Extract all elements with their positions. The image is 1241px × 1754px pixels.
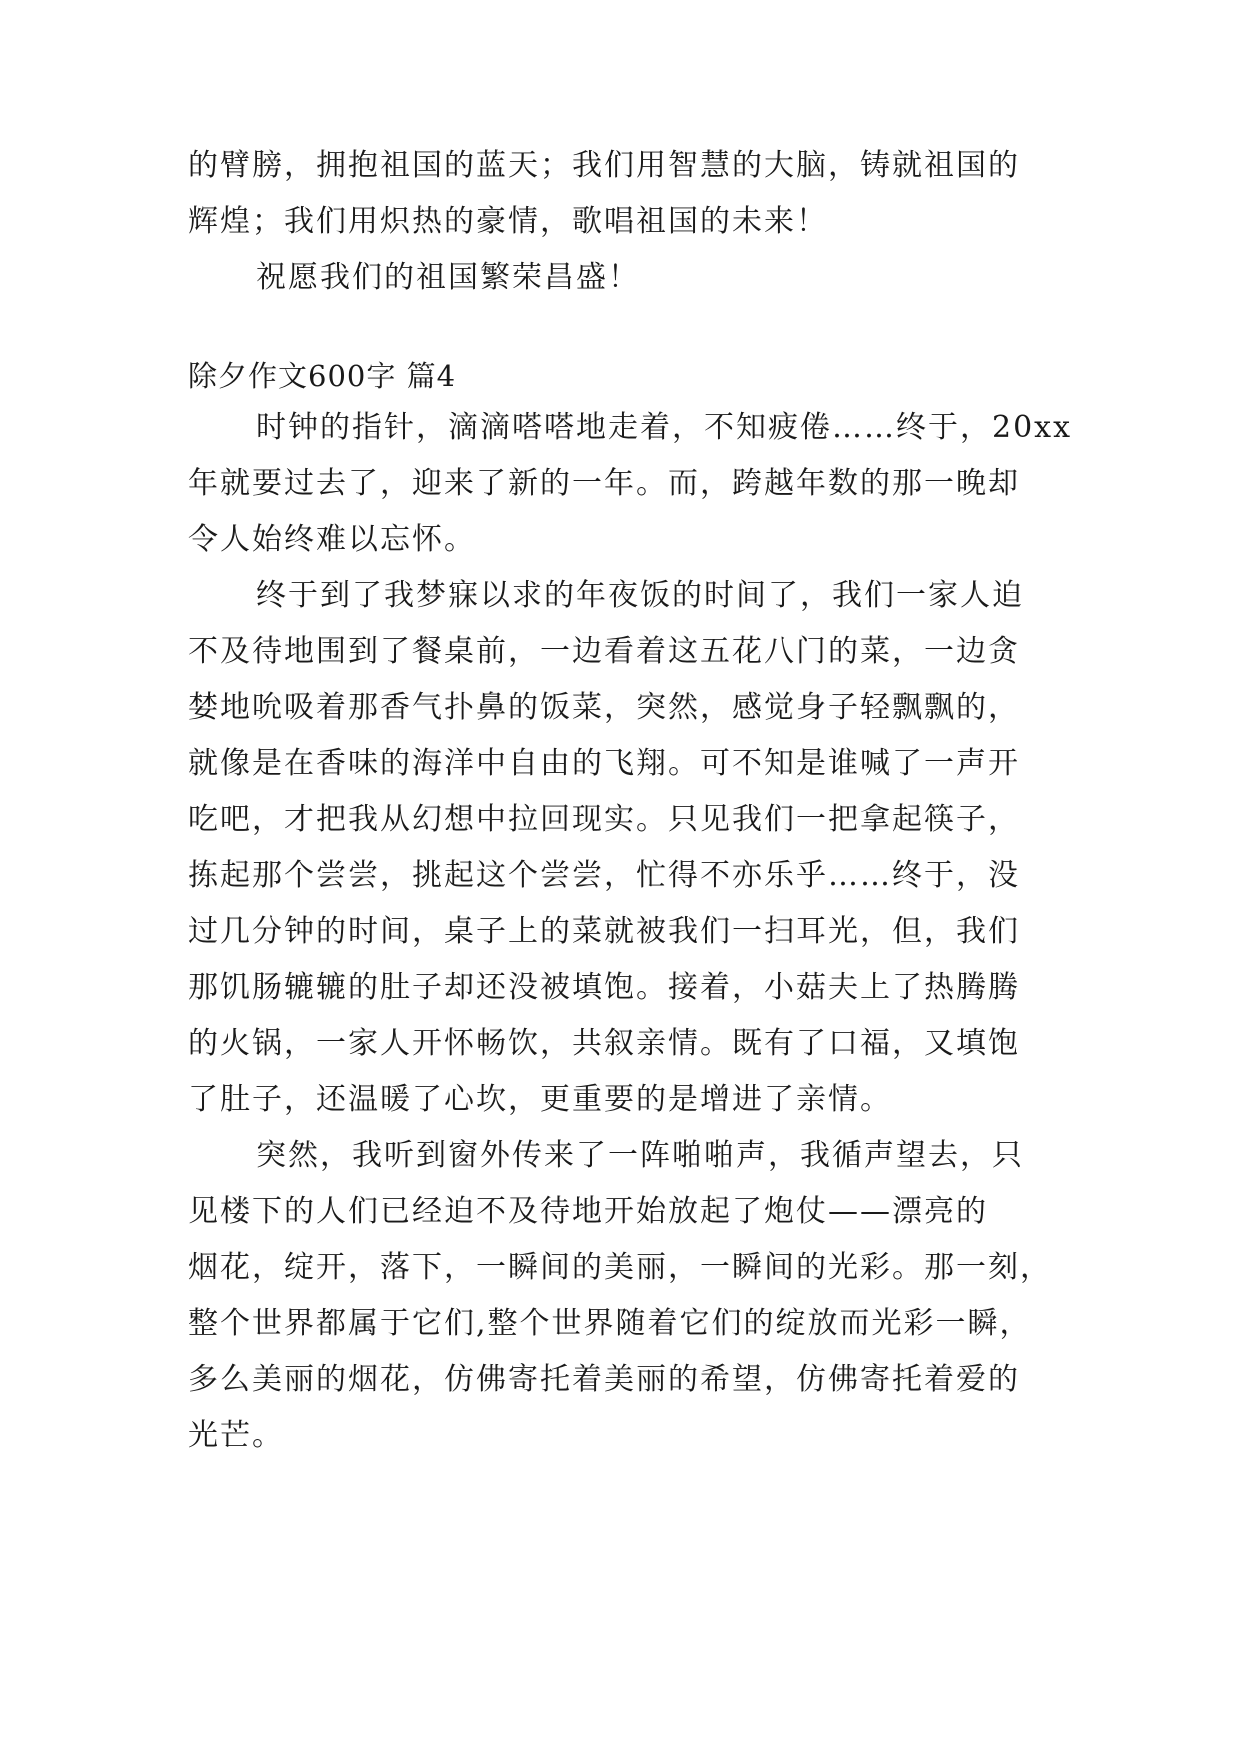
paragraph3-line-3: 烟花，绽开，落下，一瞬间的美丽，一瞬间的光彩。那一刻， (188, 1250, 1052, 1285)
paragraph2-line-10: 了肚子，还温暖了心坎，更重要的是增进了亲情。 (188, 1082, 892, 1117)
paragraph2-line-9: 的火锅，一家人开怀畅饮，共叙亲情。既有了口福，又填饱 (188, 1026, 1020, 1061)
paragraph3-line-1: 突然，我听到窗外传来了一阵啪啪声，我循声望去，只 (256, 1138, 1024, 1173)
paragraph3-line-2: 见楼下的人们已经迫不及待地开始放起了炮仗——漂亮的 (188, 1194, 988, 1229)
paragraph2-line-5: 吃吧，才把我从幻想中拉回现实。只见我们一把拿起筷子， (188, 802, 1020, 837)
paragraph2-line-7: 过几分钟的时间，桌子上的菜就被我们一扫耳光，但，我们 (188, 914, 1020, 949)
paragraph1-line-3: 令人始终难以忘怀。 (188, 522, 476, 557)
paragraph2-line-6: 拣起那个尝尝，挑起这个尝尝，忙得不亦乐乎……终于，没 (188, 858, 1020, 893)
paragraph2-line-3: 婪地吮吸着那香气扑鼻的饭菜，突然，感觉身子轻飘飘的， (188, 690, 1020, 725)
paragraph3-line-4: 整个世界都属于它们,整个世界随着它们的绽放而光彩一瞬， (188, 1306, 1032, 1341)
intro-line-2: 辉煌；我们用炽热的豪情，歌唱祖国的未来！ (188, 204, 828, 239)
intro-closing-line: 祝愿我们的祖国繁荣昌盛！ (256, 260, 640, 295)
paragraph2-line-8: 那饥肠辘辘的肚子却还没被填饱。接着，小菇夫上了热腾腾 (188, 970, 1020, 1005)
paragraph2-line-4: 就像是在香味的海洋中自由的飞翔。可不知是谁喊了一声开 (188, 746, 1020, 781)
paragraph2-line-1: 终于到了我梦寐以求的年夜饭的时间了，我们一家人迫 (256, 578, 1024, 613)
paragraph1-line-1: 时钟的指针，滴滴嗒嗒地走着，不知疲倦……终于，20xx (256, 410, 1073, 445)
paragraph3-line-6: 光芒。 (188, 1418, 284, 1453)
paragraph2-line-2: 不及待地围到了餐桌前，一边看着这五花八门的菜，一边贪 (188, 634, 1020, 669)
section-title: 除夕作文600字 篇4 (188, 359, 457, 393)
paragraph1-line-2: 年就要过去了，迎来了新的一年。而，跨越年数的那一晚却 (188, 466, 1020, 501)
intro-line-1: 的臂膀，拥抱祖国的蓝天；我们用智慧的大脑，铸就祖国的 (188, 148, 1020, 183)
paragraph3-line-5: 多么美丽的烟花，仿佛寄托着美丽的希望，仿佛寄托着爱的 (188, 1362, 1020, 1397)
